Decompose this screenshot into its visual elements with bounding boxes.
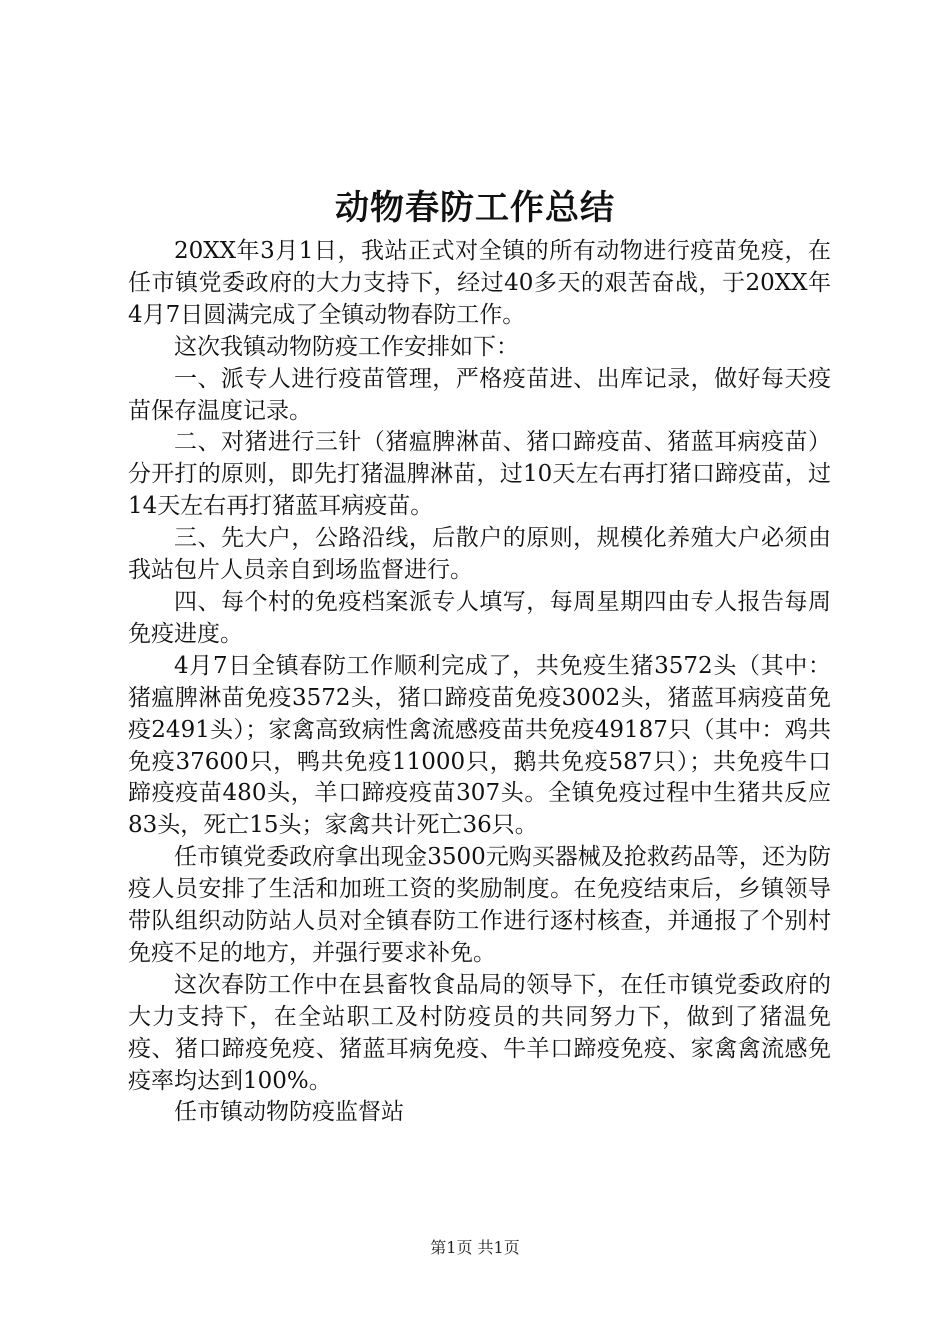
paragraph-item-3: 三、先大户，公路沿线，后散户的原则，规模化养殖大户必须由我站包片人员亲自到场监督进行。 (128, 525, 831, 584)
paragraph-intro: 20XX年3月1日，我站正式对全镇的所有动物进行疫苗免疫，在任市镇党委政府的大力支持下，经过40多天的艰苦奋战，于20XX年4月7日圆满完成了全镇动物春防工作。 (128, 238, 831, 328)
paragraph-item-4: 四、每个村的免疫档案派专人填写，每周星期四由专人报告每周免疫进度。 (128, 588, 831, 647)
paragraph-results: 4月7日全镇春防工作顺利完成了，共免疫生猪3572头（其中：猪瘟脾淋苗免疫3572头，猪口蹄疫苗免疫3002头，猪蓝耳病疫苗免疫2491头）；家禽高致病性禽流感疫苗共免疫49187只（其中：鸡共免疫37600只，鸭共免疫11000只，鹅共免疫587只）；共免疫牛口蹄疫疫苗480头，羊口蹄疫疫苗307头。全镇免疫过程中生猪共反应83头，死亡15头；家禽共计死亡36只。 (128, 652, 831, 839)
paragraph-conclusion: 这次春防工作中在县畜牧食品局的领导下，在任市镇党委政府的大力支持下，在全站职工及村防疫员的共同努力下，做到了猪温免疫、猪口蹄疫免疫、猪蓝耳病免疫、牛羊口蹄疫免疫、家禽禽流感免疫率均达到100%。 (128, 971, 831, 1094)
signature-organization: 任市镇动物防疫监督站 (174, 1099, 404, 1126)
paragraph-support: 任市镇党委政府拿出现金3500元购买器械及抢救药品等，还为防疫人员安排了生活和加班工资的奖励制度。在免疫结束后，乡镇领导带队组织动防站人员对全镇春防工作进行逐村核查，并通报了个别村免疫不足的地方，并强行要求补免。 (128, 844, 831, 966)
document-body (128, 236, 831, 1129)
paragraph-arrangement-heading: 这次我镇动物防疫工作安排如下： (174, 333, 519, 360)
page-footer: 第1页 共1页 (430, 1238, 520, 1257)
paragraph-item-1: 一、派专人进行疫苗管理，严格疫苗进、出库记录，做好每天疫苗保存温度记录。 (128, 365, 831, 424)
paragraph-item-2: 二、对猪进行三针（猪瘟脾淋苗、猪口蹄疫苗、猪蓝耳病疫苗）分开打的原则，即先打猪温脾淋苗，过10天左右再打猪口蹄疫苗，过14天左右再打猪蓝耳病疫苗。 (128, 429, 831, 520)
document-title: 动物春防工作总结 (335, 188, 615, 228)
